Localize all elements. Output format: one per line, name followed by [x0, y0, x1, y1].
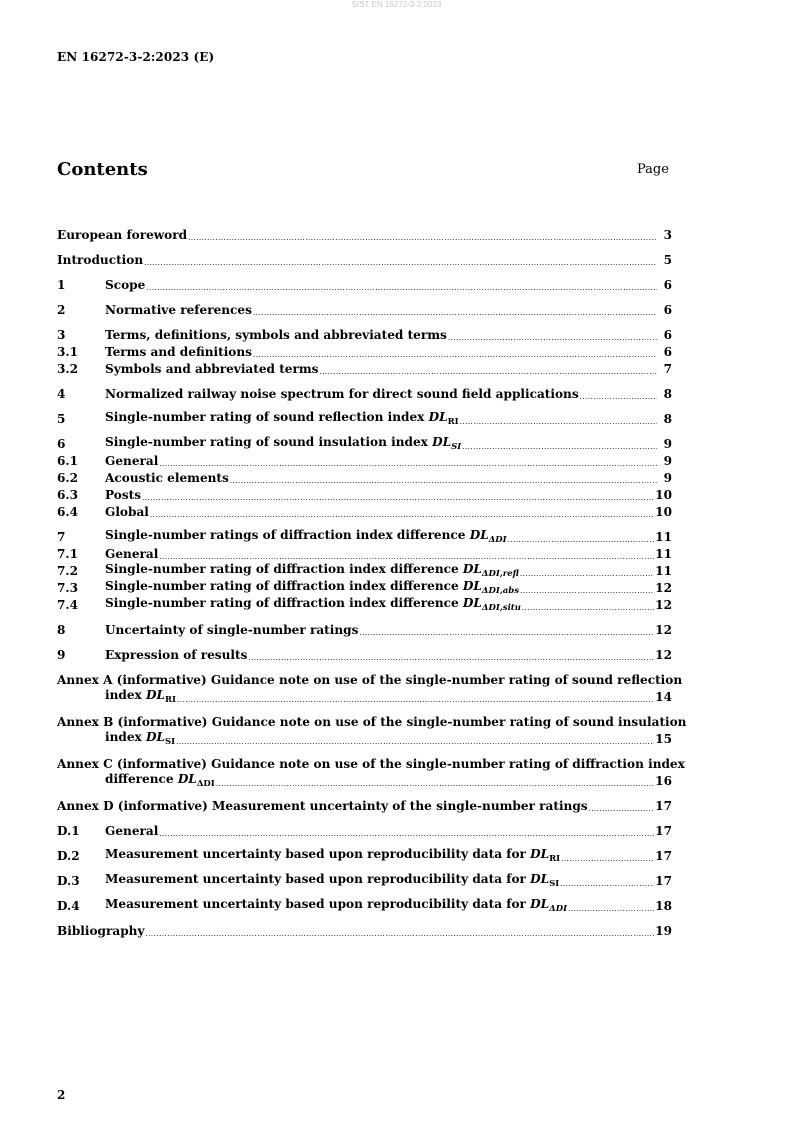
document-id: EN 16272-3-2:2023 (E): [57, 50, 215, 64]
toc-page: 12: [655, 598, 672, 612]
toc-entry-annex-d[interactable]: [57, 798, 672, 815]
toc-text: European foreword: [57, 228, 188, 242]
leader-dots: [560, 878, 654, 890]
toc-number: 7.4: [57, 598, 79, 612]
toc-text-cont: difference $DL_{\Delta DI}$: [105, 772, 215, 789]
toc-page: 6: [663, 303, 672, 317]
toc-number: 3: [57, 328, 66, 342]
toc-text: Acoustic elements: [105, 471, 229, 485]
leader-dots: [568, 903, 654, 915]
toc-number: 9: [57, 648, 66, 662]
leader-dots: [150, 509, 654, 521]
toc-page: 5: [663, 253, 672, 267]
toc-entry-4[interactable]: [57, 386, 672, 403]
toc-page: 8: [663, 387, 672, 401]
toc-entry-6-1[interactable]: [57, 453, 672, 470]
toc-number: 3.1: [57, 345, 79, 359]
toc-entry-annex-a[interactable]: [57, 672, 683, 706]
toc-page: 9: [663, 454, 672, 468]
toc-number: 7.2: [57, 564, 79, 578]
leader-dots: [253, 307, 657, 319]
toc-page: 6: [663, 328, 672, 342]
toc-page: 12: [655, 648, 672, 662]
toc-page: 6: [663, 345, 672, 359]
toc-entry-bibliography[interactable]: [57, 923, 672, 940]
toc-entry-annex-b[interactable]: [57, 714, 687, 748]
toc-page: 17: [655, 849, 672, 863]
toc-text: Annex C (informative) Guidance note on use of the single-number rating of diffraction index: [57, 757, 685, 771]
leader-dots: [159, 458, 657, 470]
toc-text: Single-number rating of sound reflection index $DL_{RI}$: [105, 410, 459, 427]
toc-page: 12: [655, 623, 672, 637]
leader-dots: [359, 627, 654, 639]
toc-text: Terms and definitions: [105, 345, 252, 359]
leader-dots: [145, 928, 654, 940]
toc-entry-d-3[interactable]: [57, 873, 672, 890]
toc-page: 10: [655, 505, 672, 519]
toc-number: 2: [57, 303, 66, 317]
toc-text: Introduction: [57, 253, 144, 267]
toc-text: Normalized railway noise spectrum for direct sound field applications: [105, 387, 579, 401]
toc-text: Annex A (informative) Guidance note on use of the single-number rating of sound reflection: [57, 673, 683, 687]
toc-entry-6-4[interactable]: [57, 504, 672, 521]
toc-page: 9: [663, 437, 672, 451]
toc-page: 17: [655, 799, 672, 813]
toc-text: Uncertainty of single-number ratings: [105, 623, 359, 637]
toc-entry-d-1[interactable]: [57, 823, 672, 840]
toc-entry-3-2[interactable]: [57, 361, 672, 378]
toc-number: 7.3: [57, 581, 79, 595]
page-title: Contents: [57, 159, 148, 180]
toc-text: Terms, definitions, symbols and abbreviated terms: [105, 328, 447, 342]
leader-dots: [146, 282, 657, 294]
watermark: SIST EN 16272-3-2:2023: [351, 0, 442, 9]
toc-number: 3.2: [57, 362, 79, 376]
toc-entry-d-4[interactable]: [57, 898, 672, 915]
leader-dots: [216, 778, 654, 790]
toc-page: 14: [655, 690, 672, 704]
toc-number: 7: [57, 530, 66, 544]
toc-page: 9: [663, 471, 672, 485]
leader-dots: [520, 568, 654, 580]
toc-text-cont: index $DL_{SI}$: [105, 730, 176, 747]
toc-text: Single-number rating of diffraction index difference $DL_{\Delta DI,situ}$: [105, 596, 521, 613]
toc-number: 5: [57, 412, 66, 426]
toc-page: 11: [655, 530, 672, 544]
toc-entry-d-2[interactable]: [57, 848, 672, 865]
toc-text: Measurement uncertainty based upon reproducibility data for $DL_{\Delta DI}$: [105, 897, 568, 914]
toc-text: General: [105, 824, 159, 838]
toc-text: Normative references: [105, 303, 252, 317]
leader-dots: [230, 475, 657, 487]
toc-number: D.3: [57, 874, 80, 888]
leader-dots: [448, 332, 657, 344]
toc-text: Expression of results: [105, 648, 248, 662]
toc-text: Single-number rating of diffraction index difference $DL_{\Delta DI,refl}$: [105, 562, 519, 579]
toc-text: Bibliography: [57, 924, 145, 938]
toc-entry-3[interactable]: [57, 327, 672, 344]
toc-page: 8: [663, 412, 672, 426]
toc-entry-1[interactable]: [57, 277, 672, 294]
toc-entry-foreword[interactable]: [57, 227, 672, 244]
toc-text: Posts: [105, 488, 142, 502]
toc-number: 1: [57, 278, 66, 292]
leader-dots: [248, 652, 654, 664]
toc-text: Annex B (informative) Guidance note on use of the single-number rating of sound insulation: [57, 715, 687, 729]
leader-dots: [589, 803, 655, 815]
toc-page: 19: [655, 924, 672, 938]
toc-entry-7-4[interactable]: [57, 597, 672, 614]
toc-entry-2[interactable]: [57, 302, 672, 319]
toc-text-cont: index $DL_{RI}$: [105, 688, 177, 705]
toc-text: Measurement uncertainty based upon reproducibility data for $DL_{RI}$: [105, 847, 561, 864]
toc-number: 6: [57, 437, 66, 451]
toc-number: 6.3: [57, 488, 79, 502]
toc-text: Scope: [105, 278, 146, 292]
leader-dots: [580, 391, 657, 403]
toc-page: 6: [663, 278, 672, 292]
toc-text: Annex D (informative) Measurement uncertainty of the single-number ratings: [57, 799, 588, 813]
toc-page: 15: [655, 732, 672, 746]
toc-text: General: [105, 454, 159, 468]
toc-entry-3-1[interactable]: [57, 344, 672, 361]
leader-dots: [561, 853, 654, 865]
toc-page: 11: [655, 564, 672, 578]
toc-number: 4: [57, 387, 66, 401]
toc-page: 18: [655, 899, 672, 913]
toc-page: 10: [655, 488, 672, 502]
toc-page: 12: [655, 581, 672, 595]
leader-dots: [188, 232, 657, 244]
toc-page: 7: [663, 362, 672, 376]
toc-page: 17: [655, 824, 672, 838]
leader-dots: [508, 534, 655, 546]
table-of-contents: [57, 227, 687, 940]
toc-number: 6.4: [57, 505, 79, 519]
toc-number: 6.1: [57, 454, 79, 468]
leader-dots: [142, 492, 654, 504]
toc-entry-6[interactable]: [57, 436, 672, 453]
toc-page: 17: [655, 874, 672, 888]
leader-dots: [144, 257, 657, 269]
page-number: 2: [57, 1088, 66, 1102]
toc-text: Single-number rating of sound insulation index $DL_{SI}$: [105, 435, 462, 452]
toc-number: 6.2: [57, 471, 79, 485]
toc-text: Measurement uncertainty based upon reproducibility data for $DL_{SI}$: [105, 872, 560, 889]
leader-dots: [462, 441, 657, 453]
leader-dots: [177, 694, 654, 706]
toc-page: 11: [655, 547, 672, 561]
toc-entry-6-3[interactable]: [57, 487, 672, 504]
toc-number: 7.1: [57, 547, 79, 561]
toc-number: 8: [57, 623, 66, 637]
toc-number: D.4: [57, 899, 80, 913]
leader-dots: [319, 366, 657, 378]
toc-entry-5[interactable]: [57, 411, 672, 428]
toc-text: Symbols and abbreviated terms: [105, 362, 319, 376]
leader-dots: [253, 349, 657, 361]
toc-text: General: [105, 547, 159, 561]
toc-number: D.1: [57, 824, 80, 838]
toc-text: Single-number ratings of diffraction index difference $DL_{\Delta DI}$: [105, 528, 507, 545]
toc-number: D.2: [57, 849, 80, 863]
toc-page: 16: [655, 774, 672, 788]
toc-page: 3: [663, 228, 672, 242]
toc-entry-6-2[interactable]: [57, 470, 672, 487]
leader-dots: [520, 585, 654, 597]
toc-entry-annex-c[interactable]: [57, 756, 685, 790]
leader-dots: [522, 602, 654, 614]
page-column-label: Page: [637, 162, 669, 177]
leader-dots: [159, 828, 654, 840]
toc-text: Single-number rating of diffraction index difference $DL_{\Delta DI,abs}$: [105, 579, 520, 596]
toc-text: Global: [105, 505, 149, 519]
toc-entry-8[interactable]: [57, 622, 672, 639]
toc-entry-7[interactable]: [57, 529, 672, 546]
toc-entry-9[interactable]: [57, 647, 672, 664]
leader-dots: [460, 416, 657, 428]
leader-dots: [176, 736, 654, 748]
toc-entry-introduction[interactable]: [57, 252, 672, 269]
